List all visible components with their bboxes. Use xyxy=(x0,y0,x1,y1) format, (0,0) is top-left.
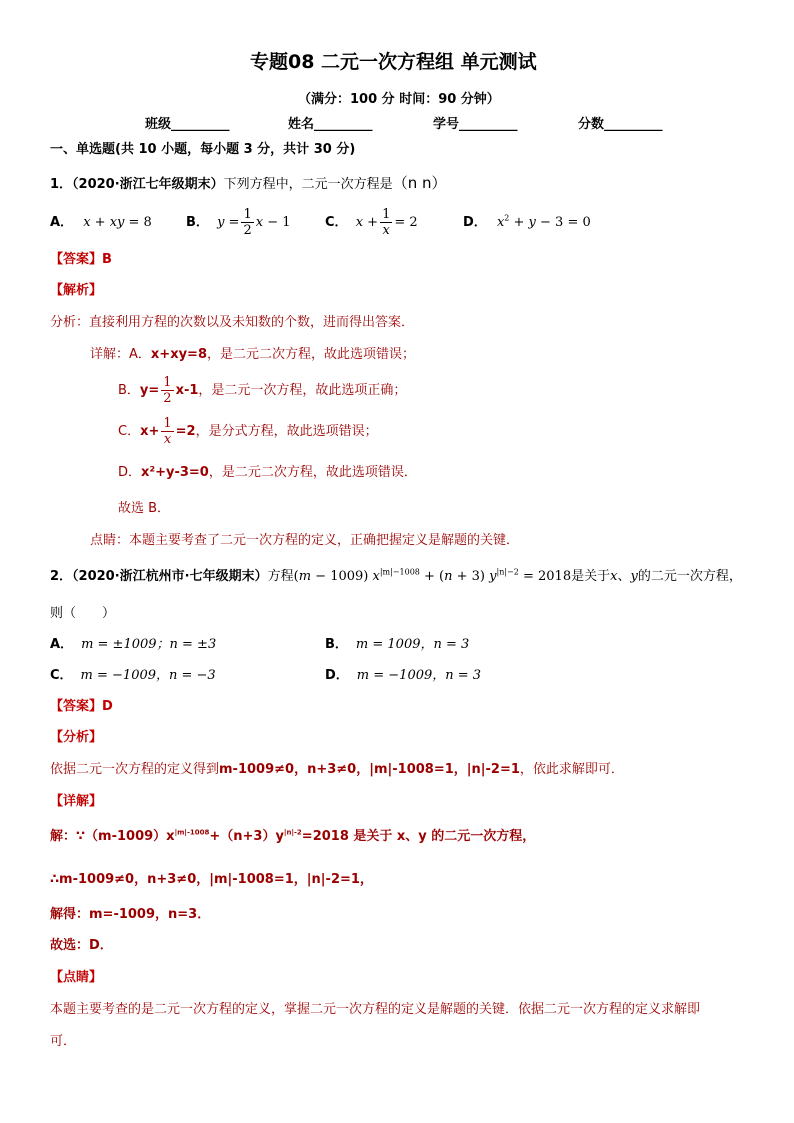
q2-option-b xyxy=(325,636,469,654)
q2-analysis-text xyxy=(50,761,624,779)
option-d xyxy=(463,214,591,232)
analysis-intro: 分析：直接利用方程的次数以及未知数的个数，进而得出答案． xyxy=(50,315,415,330)
detail-option-label: D． xyxy=(118,465,142,480)
detail-equation: =2 xyxy=(175,424,196,439)
question-2-stem: 2．（2020·浙江杭州市·七年级期末）方程(m − 1009) $x^{|m|-1008} + (n + 3) y^{|n|-2} = 2018$是关于x、y的二元一次方程， xyxy=(50,567,742,584)
detail-option-label: C． xyxy=(118,424,141,439)
option-c xyxy=(325,205,418,241)
option-label: C． xyxy=(50,668,73,683)
option-c-formula: x + $\frac{1}{x}$ = 2 xyxy=(355,207,418,238)
analysis-conditions: m-1009≠0，n+3≠0，|m|-1008=1，|n|-2=1 xyxy=(219,762,520,777)
question-text: 方程 xyxy=(267,569,294,584)
option-a xyxy=(50,214,152,232)
question-number: 2． xyxy=(50,569,73,584)
detail-option-label: A． xyxy=(129,347,151,362)
answer-label: 【答案】 xyxy=(50,699,103,714)
detail-option-label: B． xyxy=(118,383,140,398)
q2-comment-line-2: 可． xyxy=(50,1034,77,1049)
option-label: A． xyxy=(50,215,74,230)
question-2-then: 则（ ） xyxy=(50,606,116,621)
answer-bracket: （n n） xyxy=(392,174,447,192)
solve-exponent: |n|-2 xyxy=(283,828,302,837)
option-label: B． xyxy=(186,215,209,230)
q2-solve-line-2: ∴m-1009≠0，n+3≠0，|m|-1008=1，|n|-2=1， xyxy=(50,872,373,887)
score-time: （满分：100 分 时间：90 分钟） xyxy=(298,92,500,107)
analysis-label: 【解析】 xyxy=(50,283,103,298)
detail-text: ，是二元二次方程，故此选项错误； xyxy=(207,347,416,362)
option-d-formula: $x^2 + y - 3 = 0$ xyxy=(496,213,591,230)
detail-text: ，是二元二次方程，故此选项错误． xyxy=(208,465,417,480)
class-field: 班级_________ xyxy=(145,117,230,132)
page-title: 专题08 二元一次方程组 单元测试 xyxy=(250,51,537,73)
question-text: 的二元一次方程， xyxy=(637,569,742,584)
q2-comment-label: 【点睛】 xyxy=(50,970,103,985)
question-number: 1． xyxy=(50,177,73,192)
q2-option-d xyxy=(325,667,481,685)
detail-equation: x+ xyxy=(140,424,160,439)
question-2-equation: (m − 1009) $x^{|m|-1008} + (n + 3) y^{|n|-2} = 2018$ xyxy=(293,567,572,584)
q2-analysis-label: 【分析】 xyxy=(50,730,103,745)
detail-d xyxy=(118,464,417,482)
choice-line: 故选 B． xyxy=(118,501,171,516)
option-a-formula: m = ±1009；n = ±3 xyxy=(81,637,217,652)
detail-b: B．y= $\frac{1}{2}$ x-1，是二元一次方程，故此选项正确； xyxy=(118,375,407,406)
comment-line: 点睛：本题主要考查了二元一次方程的定义，正确把握定义是解题的关键． xyxy=(90,533,520,548)
student-id-field: 学号_________ xyxy=(433,117,518,132)
detail-equation: x²+y-3=0 xyxy=(141,465,209,480)
question-text: 下列方程中，二元一次方程是 xyxy=(223,177,393,192)
q2-solve-line-4: 故选：D． xyxy=(50,938,113,953)
q2-solve-line-1 xyxy=(50,828,535,846)
answer-label: 【答案】 xyxy=(50,252,103,267)
option-label: D． xyxy=(463,215,487,230)
detail-a xyxy=(90,346,415,364)
solve-text: =2018 是关于 x、y 的二元一次方程， xyxy=(301,829,536,844)
option-label: D． xyxy=(325,668,349,683)
answer-line xyxy=(50,251,112,269)
option-a-formula: x + xy = 8 xyxy=(83,215,152,230)
detail-text: ，是分式方程，故此选项错误； xyxy=(195,424,378,439)
name-field: 姓名_________ xyxy=(288,117,373,132)
section-heading: 一、单选题(共 10 小题，每小题 3 分，共计 30 分) xyxy=(50,142,356,157)
detail-text: ，是二元一次方程，故此选项正确； xyxy=(198,383,407,398)
q2-answer-line xyxy=(50,698,113,716)
answer-value: B xyxy=(102,252,112,267)
question-source: （2020·浙江七年级期末） xyxy=(72,177,224,192)
q2-option-a xyxy=(50,636,216,654)
answer-value: D xyxy=(102,699,113,714)
option-c-formula: m = −1009，n = −3 xyxy=(80,668,216,683)
option-b-formula: y = $\frac{1}{2}$ x − 1 xyxy=(217,207,291,238)
solve-text: 解：∵（m-1009）x xyxy=(50,829,175,844)
detail-equation: x+xy=8 xyxy=(150,347,207,362)
score-field: 分数_________ xyxy=(578,117,663,132)
option-label: B． xyxy=(325,637,348,652)
q2-option-c xyxy=(50,667,216,685)
question-text: 是关于 xyxy=(571,569,611,584)
analysis-text: ，依此求解即可． xyxy=(519,762,624,777)
option-b-formula: m = 1009，n = 3 xyxy=(355,637,470,652)
detail-label: 详解： xyxy=(90,347,130,362)
detail-equation: y= xyxy=(139,383,160,398)
option-b xyxy=(186,205,291,241)
solve-exponent: |m|-1008 xyxy=(174,828,210,837)
q2-detail-label: 【详解】 xyxy=(50,794,103,809)
question-text: 、 xyxy=(617,569,631,584)
detail-c: C．x+ $\frac{1}{x}$ =2，是分式方程，故此选项错误； xyxy=(118,416,378,447)
option-label: C． xyxy=(325,215,348,230)
analysis-text: 依据二元一次方程的定义得到 xyxy=(50,762,220,777)
q2-solve-line-3: 解得：m=-1009，n=3． xyxy=(50,907,211,922)
solve-text: +（n+3）y xyxy=(209,829,284,844)
question-1-stem xyxy=(50,174,446,194)
question-source: （2020·浙江杭州市·七年级期末） xyxy=(72,569,268,584)
option-label: A． xyxy=(50,637,74,652)
option-d-formula: m = −1009，n = 3 xyxy=(356,668,482,683)
detail-equation: x-1 xyxy=(175,383,199,398)
q2-comment-line-1: 本题主要考查的是二元一次方程的定义，掌握二元一次方程的定义是解题的关键．依据二元一次方程的定义求解即 xyxy=(50,1002,701,1017)
